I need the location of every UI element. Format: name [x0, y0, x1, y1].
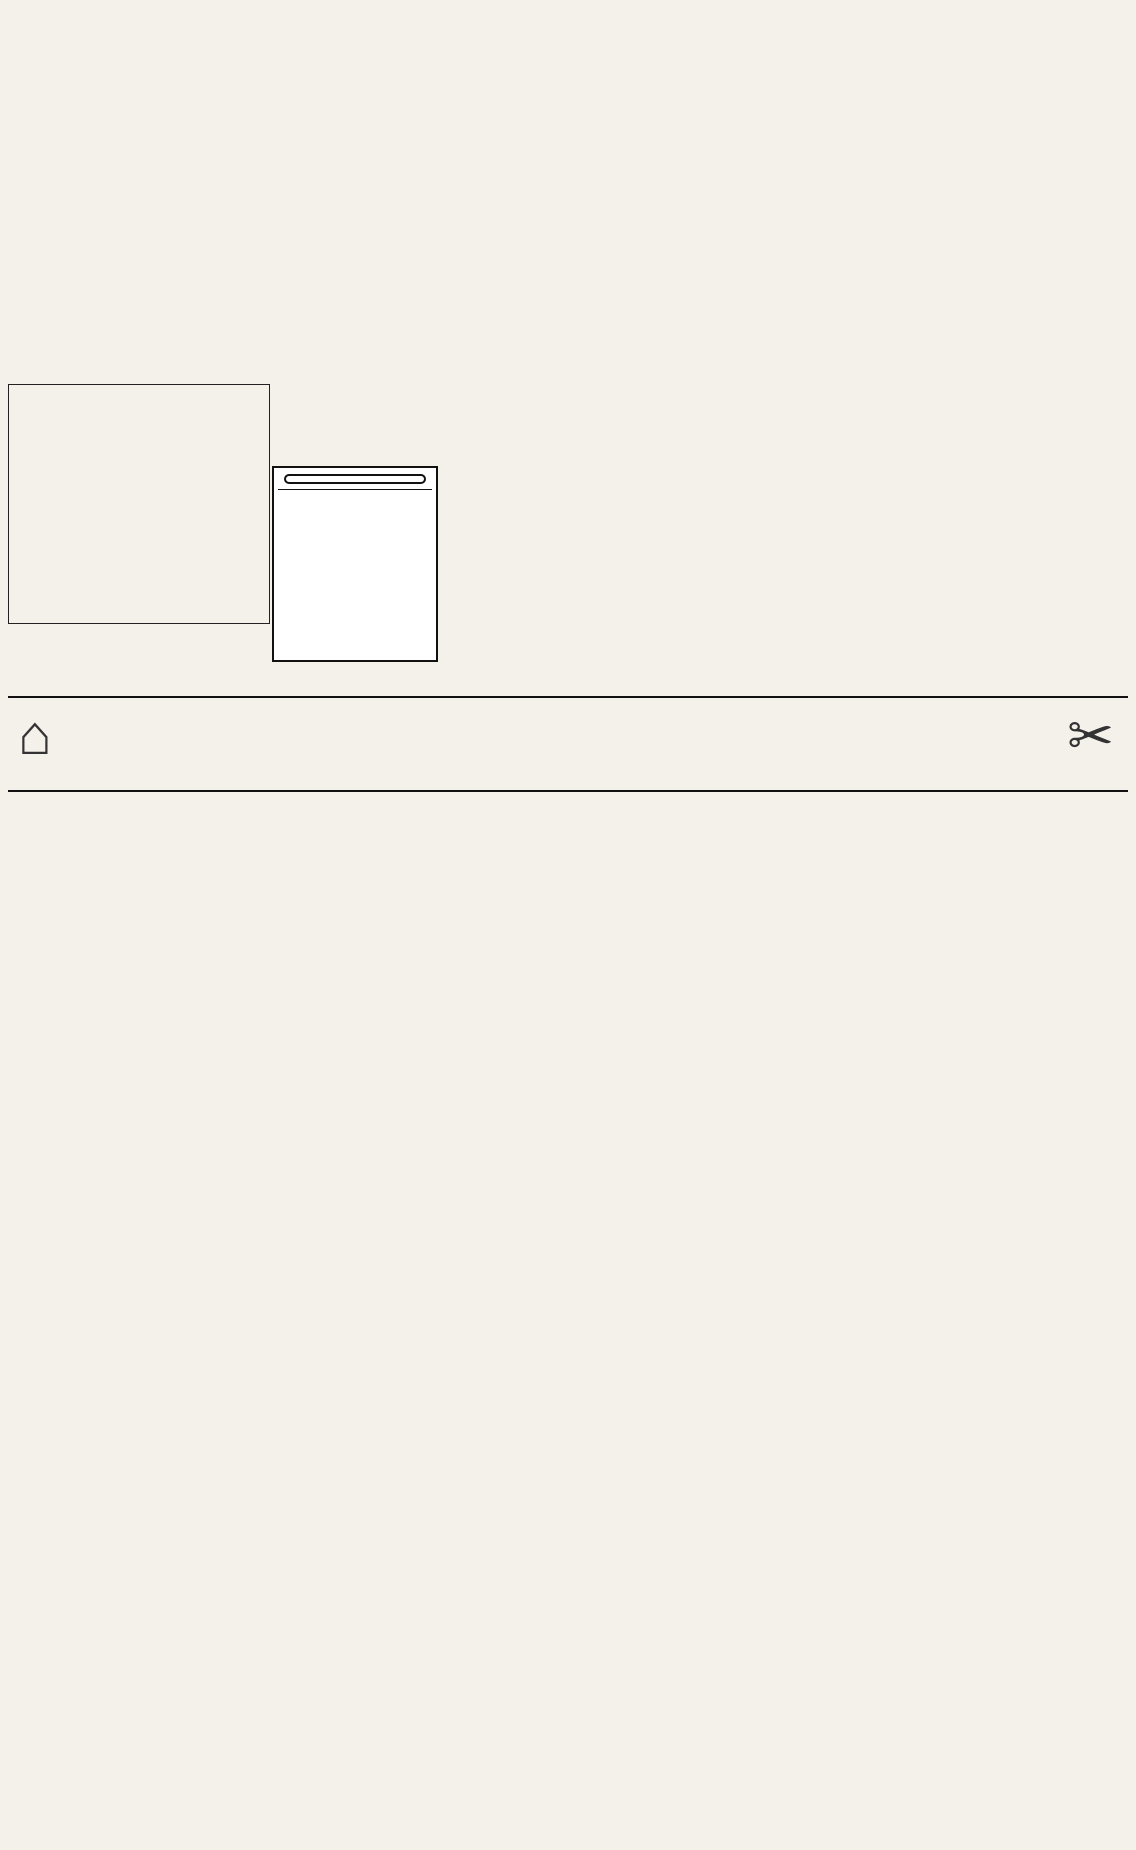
service-guide-columns	[8, 798, 1128, 1828]
home-service-guide-banner	[8, 696, 1128, 792]
furniture-sale-ad	[8, 384, 270, 624]
handyman-illustration-icon: ✂	[1067, 706, 1114, 768]
house-illustration-icon: ⌂	[18, 705, 52, 767]
harold-smith-ad	[272, 466, 438, 662]
harold-smith-logo	[284, 474, 426, 484]
page-folio	[8, 6, 1128, 22]
harold-corp	[278, 486, 432, 490]
